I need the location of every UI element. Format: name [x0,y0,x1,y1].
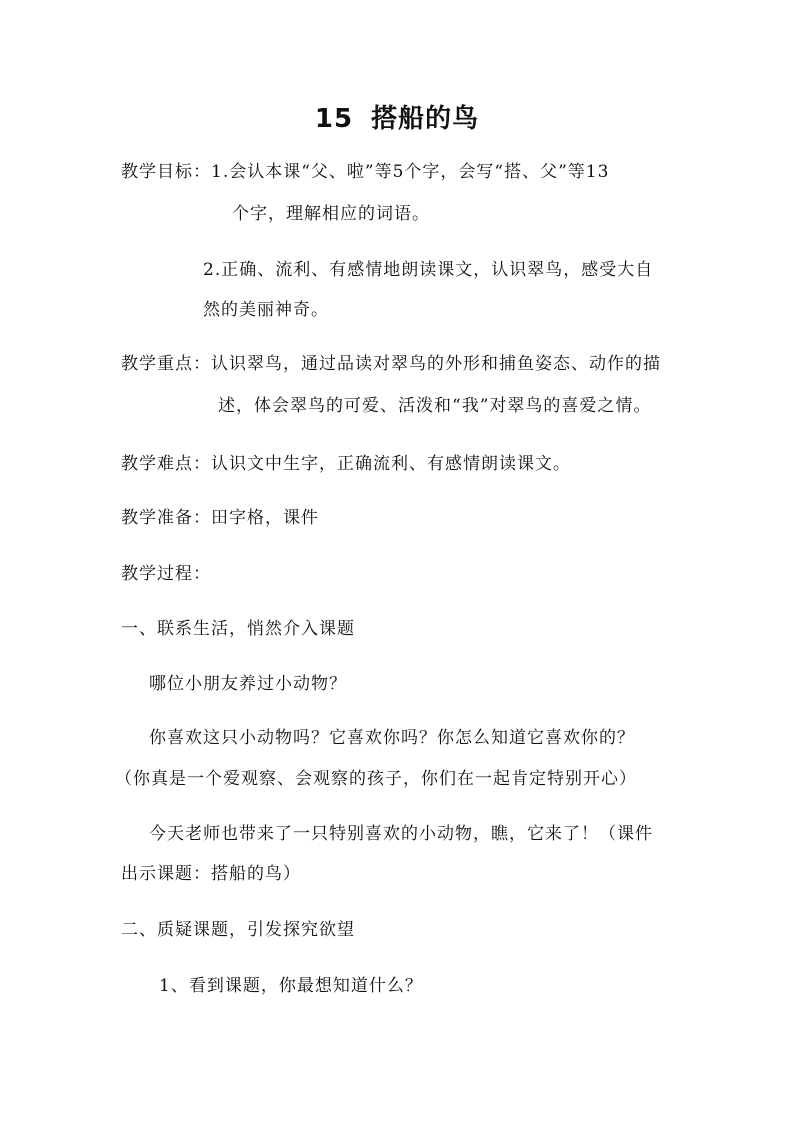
paragraph-line-2: 你喜欢这只小动物吗？它喜欢你吗？你怎么知道它喜欢你的？ [149,728,635,748]
preparation-line: 教学准备：田字格，课件 [121,508,319,528]
section-two-heading: 二、质疑课题，引发探究欲望 [121,920,355,940]
section-one-heading: 一、联系生活，悄然介入课题 [121,619,355,639]
objective-line-4: 然的美丽神奇。 [203,300,329,320]
objective-line-3: 2.正确、流利、有感情地朗读课文，认识翠鸟，感受大自 [203,260,654,280]
page-title [0,98,794,135]
process-heading: 教学过程： [121,564,211,584]
keypoint-line-1: 教学重点：认识翠鸟，通过品读对翠鸟的外形和捕鱼姿态、动作的描 [121,354,661,374]
paragraph-line-5: 出示课题：搭船的鸟） [121,864,301,884]
objective-line-1: 教学目标：1.会认本课“父、啦”等5个字，会写“搭、父”等13 [121,162,610,182]
title-number: 15 [314,104,354,134]
title-text: 搭船的鸟 [371,104,480,134]
paragraph-line-1: 哪位小朋友养过小动物？ [149,674,347,694]
objective-line-2: 个字，理解相应的词语。 [232,204,430,224]
paragraph-line-4: 今天老师也带来了一只特别喜欢的小动物，瞧，它来了！（课件 [149,824,653,844]
keypoint-line-2: 述，体会翠鸟的可爱、活泼和“我”对翠鸟的喜爱之情。 [218,396,652,416]
paragraph-line-3: （你真是一个爱观察、会观察的孩子，你们在一起肯定特别开心） [115,769,637,789]
difficulty-line: 教学难点：认识文中生字，正确流利、有感情朗读课文。 [121,454,571,474]
question-line: 1、看到课题，你最想知道什么？ [159,976,423,996]
